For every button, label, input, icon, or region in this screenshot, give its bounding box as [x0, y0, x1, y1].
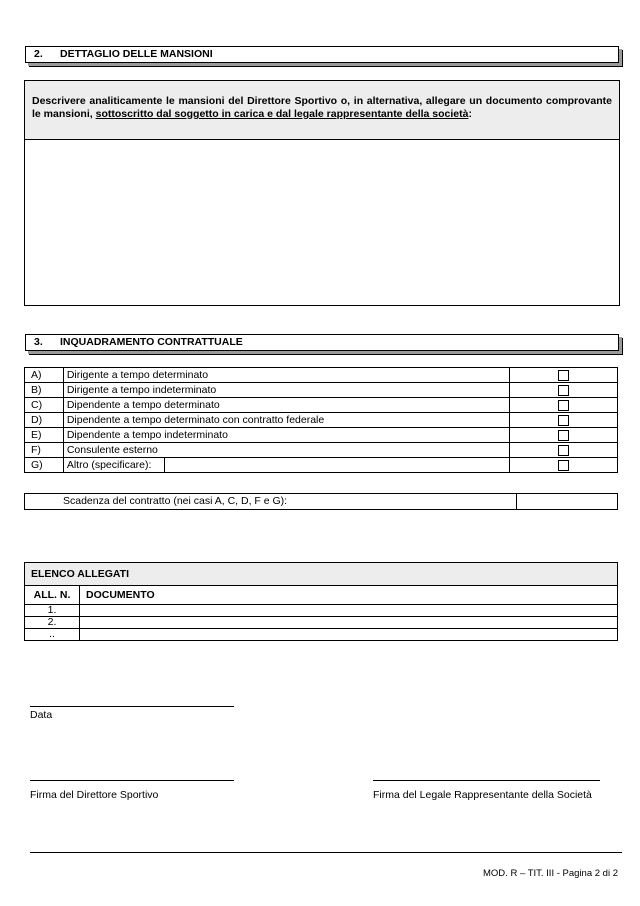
contract-option-g: [25, 458, 618, 473]
option-cell: [509, 383, 617, 398]
option-letter: D): [25, 413, 64, 428]
section-3-title: INQUADRAMENTO CONTRATTUALE: [60, 336, 243, 348]
contract-option-c: [25, 398, 618, 413]
duties-instructions-end: :: [468, 108, 472, 120]
director-signature-line[interactable]: [30, 780, 234, 781]
option-cell: [509, 398, 617, 413]
other-specify-field[interactable]: [164, 458, 509, 472]
attachment-document-field[interactable]: [80, 617, 618, 629]
option-letter: A): [25, 368, 64, 383]
option-label: Dipendente a tempo indeterminato: [63, 428, 509, 443]
option-label: Dipendente a tempo determinato con contratto federale: [63, 413, 509, 428]
option-checkbox[interactable]: [558, 445, 569, 456]
contract-expiry-field[interactable]: [516, 494, 617, 510]
attachments-title: ELENCO ALLEGATI: [25, 563, 618, 586]
page-info: MOD. R – TIT. III - Pagina 2 di 2: [483, 868, 618, 879]
attachment-document-header: DOCUMENTO: [80, 586, 618, 605]
section-3-header: [25, 334, 619, 351]
section-3-number: 3.: [34, 336, 43, 348]
contract-expiry-table: [24, 493, 618, 510]
attachment-number-header: ALL. N.: [25, 586, 80, 605]
option-label: Consulente esterno: [63, 443, 509, 458]
director-signature-label: Firma del Direttore Sportivo: [30, 789, 159, 801]
contract-option-f: [25, 443, 618, 458]
option-label: Altro (specificare):: [66, 459, 152, 471]
contract-option-a: [25, 368, 618, 383]
option-letter: G): [25, 458, 64, 473]
section-2-number: 2.: [34, 48, 43, 60]
option-checkbox[interactable]: [558, 415, 569, 426]
section-2-header: [25, 46, 619, 63]
attachment-number: ..: [25, 629, 80, 641]
option-label: Dipendente a tempo determinato: [63, 398, 509, 413]
option-label: Dirigente a tempo determinato: [63, 368, 509, 383]
legal-rep-signature-line[interactable]: [373, 780, 600, 781]
option-letter: B): [25, 383, 64, 398]
option-letter: F): [25, 443, 64, 458]
contract-expiry-label: Scadenza del contratto (nei casi A, C, D, F e G):: [25, 494, 517, 510]
duties-text-area[interactable]: [25, 140, 619, 305]
option-checkbox[interactable]: [558, 370, 569, 381]
option-checkbox[interactable]: [558, 430, 569, 441]
option-cell: [509, 428, 617, 443]
contract-type-table: [24, 367, 618, 473]
section-2-title: DETTAGLIO DELLE MANSIONI: [60, 48, 213, 60]
footer-divider: [30, 852, 622, 853]
option-label: Dirigente a tempo indeterminato: [63, 383, 509, 398]
duties-instructions: [32, 95, 612, 121]
option-cell: [509, 458, 617, 473]
option-cell: [509, 413, 617, 428]
date-line[interactable]: [30, 706, 234, 707]
attachment-row: [25, 605, 618, 617]
option-letter: C): [25, 398, 64, 413]
duties-instructions-header: [25, 81, 619, 140]
duties-instructions-underlined: sottoscritto dal soggetto in carica e dal legale rappresentante della società: [95, 108, 469, 120]
contract-option-b: [25, 383, 618, 398]
duties-instructions-text: Descrivere analiticamente le mansioni del Direttore Sportivo o, in alternativa, allegare un documento comprovante le mansioni,: [32, 95, 612, 120]
option-cell: [509, 443, 617, 458]
option-label-cell: [63, 458, 509, 473]
attachments-table: [24, 562, 618, 641]
option-checkbox[interactable]: [558, 385, 569, 396]
duties-description-box: [24, 80, 620, 306]
option-letter: E): [25, 428, 64, 443]
attachment-row: [25, 617, 618, 629]
contract-option-e: [25, 428, 618, 443]
date-label: Data: [30, 709, 53, 721]
option-checkbox[interactable]: [558, 400, 569, 411]
attachment-number: 2.: [25, 617, 80, 629]
attachment-row: [25, 629, 618, 641]
legal-rep-signature-label: Firma del Legale Rappresentante della Società: [373, 789, 592, 801]
attachment-document-field[interactable]: [80, 605, 618, 617]
contract-option-d: [25, 413, 618, 428]
attachment-number: 1.: [25, 605, 80, 617]
option-cell: [509, 368, 617, 383]
option-checkbox[interactable]: [558, 460, 569, 471]
attachment-document-field[interactable]: [80, 629, 618, 641]
